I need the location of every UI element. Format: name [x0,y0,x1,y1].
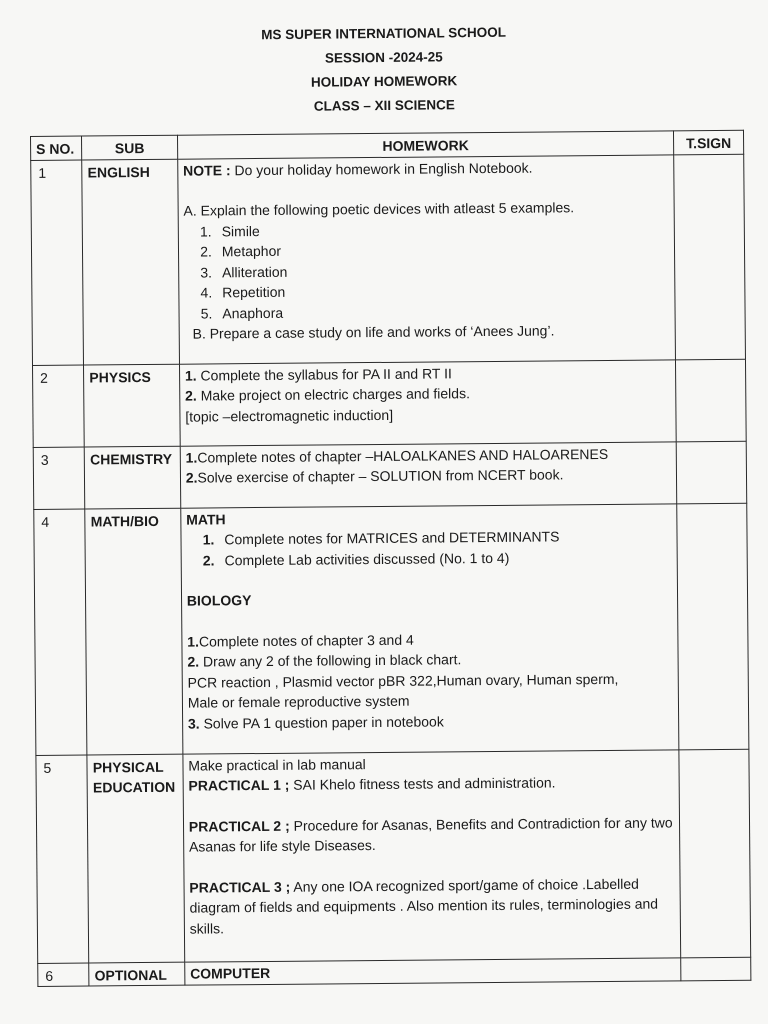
row-subject: OPTIONAL [89,962,185,986]
header-homework: HOMEWORK [177,131,674,159]
table-row [36,749,751,963]
chart-topics-cont: Male or female reproductive system [187,692,410,711]
session: SESSION -2024-25 [324,49,443,66]
table-row [31,154,746,365]
row-homework: COMPUTER [185,957,682,985]
row-subject: ENGLISH [82,159,179,365]
row-subject: PHYSICAL EDUCATION [87,754,184,963]
item-number: 2. [185,469,198,486]
row-sno: 5 [36,755,89,963]
row-homework [183,749,681,961]
row-sno: 6 [38,963,89,987]
task-b: B. Prepare a case study on life and works of ‘Anees Jung’. [192,322,555,342]
table-row [33,441,747,509]
practical-text: Procedure for Asanas, Benefits and Contradiction for any two Asanas for life style Diseases. [188,813,673,855]
header-sign: T.SIGN [674,130,744,154]
item-text: Repetition [222,283,286,301]
header-sub: SUB [82,135,178,159]
row-homework [179,359,676,445]
list-item [186,443,672,468]
practical-3 [189,873,675,939]
item-text: Complete Lab activities discussed (No. 1 to 4) [224,549,510,568]
row-sno: 4 [34,509,87,755]
math-heading: MATH [186,510,226,528]
class-name: CLASS – XII SCIENCE [313,97,455,114]
header-sno: S NO. [31,136,82,160]
item-text: Metaphor [221,242,282,260]
table-row [38,957,751,987]
table-row [34,503,749,755]
document-header [0,18,768,122]
item-number: 4. [200,284,213,301]
item-text: Simile [221,222,260,239]
item-number: 1. [202,531,215,548]
biology-heading: BIOLOGY [186,592,252,609]
teacher-sign-cell [681,957,751,981]
item-number: 2. [187,653,200,670]
row-homework [181,503,680,753]
practical-label: PRACTICAL 3 ; [189,878,291,896]
item-text: Solve PA 1 question paper in notebook [199,712,444,732]
item-number: 2. [200,243,212,260]
row-sno: 3 [33,447,85,509]
intro-line: Make practical in lab manual [188,755,366,774]
row-subject: CHEMISTRY [84,446,180,509]
row-sno: 1 [31,160,84,365]
list-item [188,709,674,734]
row-homework [178,154,676,363]
item-number: 1. [199,222,212,240]
teacher-sign-cell [677,503,749,750]
table-row [32,359,746,447]
document-title: HOLIDAY HOMEWORK [310,73,458,90]
chart-topics: PCR reaction , Plasmid vector pBR 322,Human ovary, Human sperm, [187,670,619,691]
item-text: Complete notes of chapter 3 and 4 [198,631,414,650]
item-number: 3. [187,715,200,732]
practical-text: SAI Khelo fitness tests and administration. [289,774,556,793]
task-a: A. Explain the following poetic devices with atleast 5 examples. [183,199,575,219]
practical-label: PRACTICAL 1 ; [188,776,290,794]
item-number: 3. [200,263,213,281]
item-text: Solve exercise of chapter – SOLUTION from NCERT book. [197,466,564,486]
item-text: Complete notes of chapter –HALOALKANES AND HALOARENES [197,445,609,466]
row-subject: MATH/BIO [85,508,183,755]
note-label: NOTE : [183,161,231,179]
note-text: Do your holiday homework in English Notebook. [230,159,533,178]
practical-2 [189,812,675,857]
item-number: 2. [202,551,215,569]
item-text: Alliteration [221,263,288,280]
teacher-sign-cell [676,359,746,442]
school-name: MS SUPER INTERNATIONAL SCHOOL [261,24,507,43]
item-number: 1. [187,633,199,650]
row-homework [180,441,677,507]
item-number: 2. [185,387,197,404]
topic-note: [topic –electromagnetic induction] [185,406,394,425]
item-text: Complete the syllabus for PA II and RT II [196,364,452,384]
item-text: Make project on electric charges and fields. [196,385,470,404]
item-number: 1. [184,367,197,384]
teacher-sign-cell [679,749,751,958]
item-number: 1. [185,449,198,466]
row-sno: 2 [32,365,84,447]
device-list [184,217,670,324]
homework-table [30,130,751,987]
practical-label: PRACTICAL 2 ; [188,817,290,835]
practical-text: Any one IOA recognized sport/game of choice .Labelled diagram of fields and equipments . Also mention its rules, terminologies and skills. [189,875,659,937]
item-text: Anaphora [222,304,284,321]
item-text: Complete notes for MATRICES and DETERMINANTS [224,528,560,548]
item-number: 5. [200,304,213,322]
teacher-sign-cell [676,441,746,504]
item-text: Draw any 2 of the following in black chart. [199,651,462,670]
row-subject: PHYSICS [84,364,180,447]
list-item [186,463,672,488]
teacher-sign-cell [674,154,746,360]
